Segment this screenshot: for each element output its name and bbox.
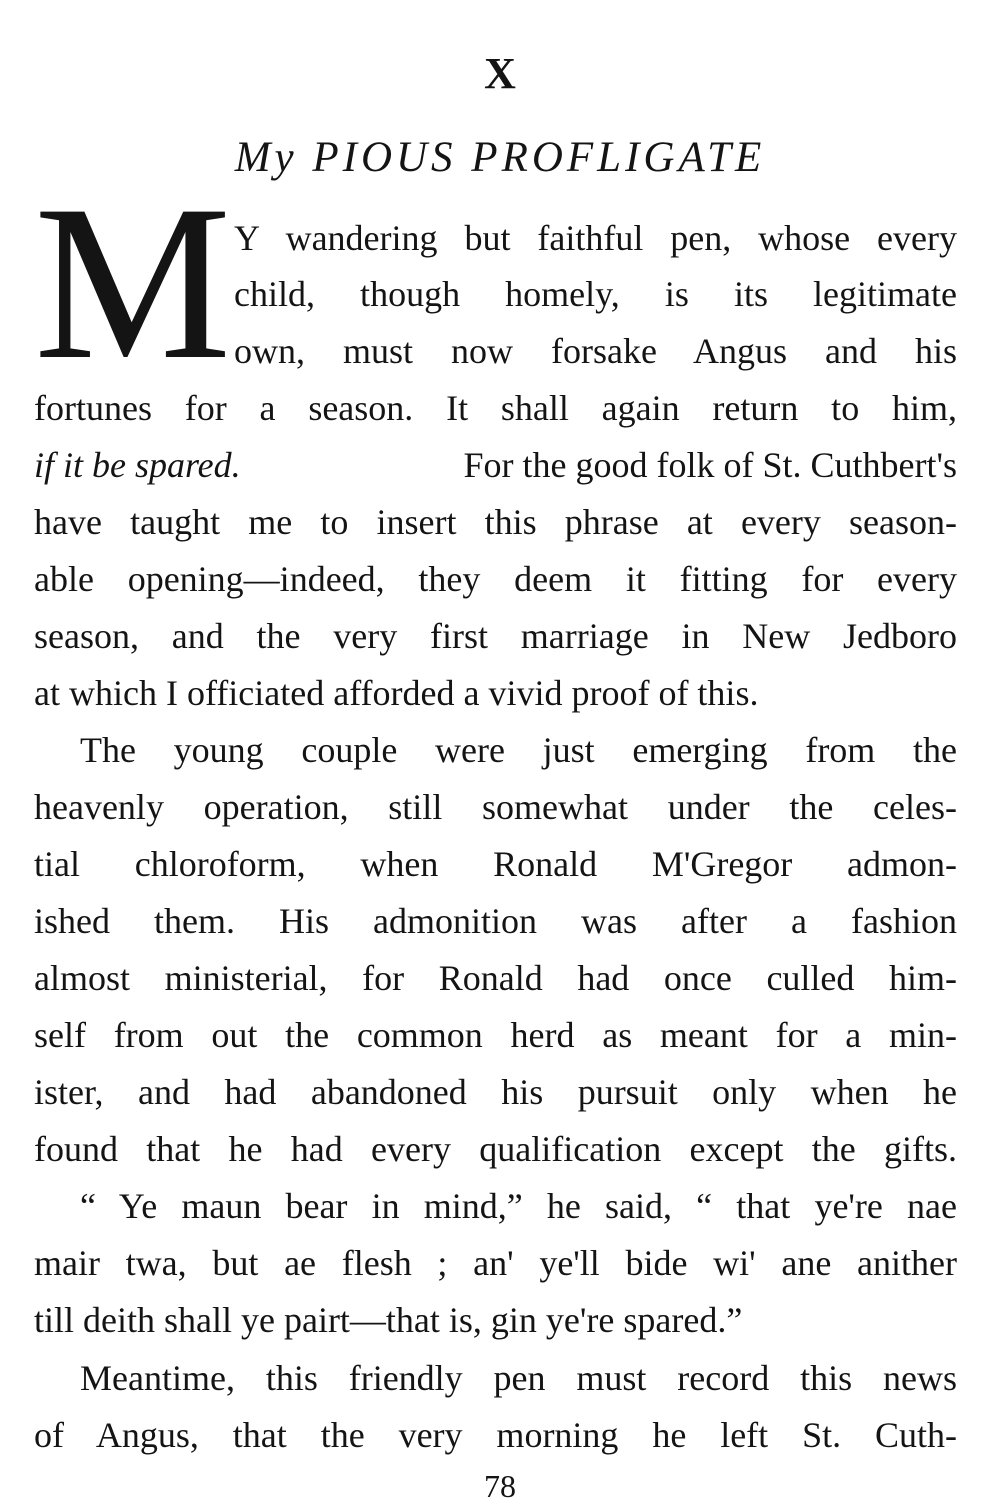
paragraph-1-line-9: at which I officiated afforded a vivid proof of this. [34, 673, 759, 713]
italic-phrase: if it be spared. [34, 445, 241, 485]
paragraph-2-line-3: tial chloroform, when Ronald M'Gregor admon- [34, 844, 957, 884]
paragraph-2-line-6: self from out the common herd as meant for a min- [34, 1015, 957, 1055]
paragraph-1-line-3: own, must now forsake Angus and his [234, 331, 957, 371]
paragraph-3-line-3: till deith shall ye pairt—that is, gin ye're spared.” [34, 1300, 743, 1340]
paragraph-3-line-1: “ Ye maun bear in mind,” he said, “ that ye're nae [80, 1186, 957, 1226]
paragraph-4-line-2: of Angus, that the very morning he left St. Cuth- [34, 1415, 957, 1455]
paragraph-2-line-4: ished them. His admonition was after a fashion [34, 901, 957, 941]
paragraph-1-line-5-text: For the good folk of St. Cuthbert's [463, 445, 957, 485]
paragraph-3-line-2: mair twa, but ae flesh ; an' ye'll bide wi' ane anither [34, 1243, 957, 1283]
paragraph-4-line-1: Meantime, this friendly pen must record this news [80, 1358, 957, 1398]
paragraph-1-line-1: Y wandering but faithful pen, whose every [234, 218, 957, 258]
drop-cap-initial: M [34, 160, 232, 406]
paragraph-2-line-5: almost ministerial, for Ronald had once culled him- [34, 958, 957, 998]
paragraph-2-line-7: ister, and had abandoned his pursuit only when he [34, 1072, 957, 1112]
paragraph-1-line-5 [34, 437, 957, 494]
paragraph-1-line-2: child, though homely, is its legitimate [234, 274, 957, 314]
paragraph-2-line-1: The young couple were just emerging from the [80, 730, 957, 770]
paragraph-1-line-8: season, and the very first marriage in New Jedboro [34, 616, 957, 656]
paragraph-2-line-2: heavenly operation, still somewhat under the celes- [34, 787, 957, 827]
page-number: 78 [484, 1468, 516, 1504]
chapter-number: X [484, 49, 516, 98]
paragraph-2-line-8: found that he had every qualification except the gifts. [34, 1129, 957, 1169]
chapter-title: My PIOUS PROFLIGATE [234, 134, 766, 181]
paragraph-1-line-6: have taught me to insert this phrase at every season- [34, 502, 957, 542]
paragraph-1-line-7: able opening—indeed, they deem it fitting for every [34, 559, 957, 599]
paragraph-1-line-4: fortunes for a season. It shall again return to him, [34, 388, 957, 428]
